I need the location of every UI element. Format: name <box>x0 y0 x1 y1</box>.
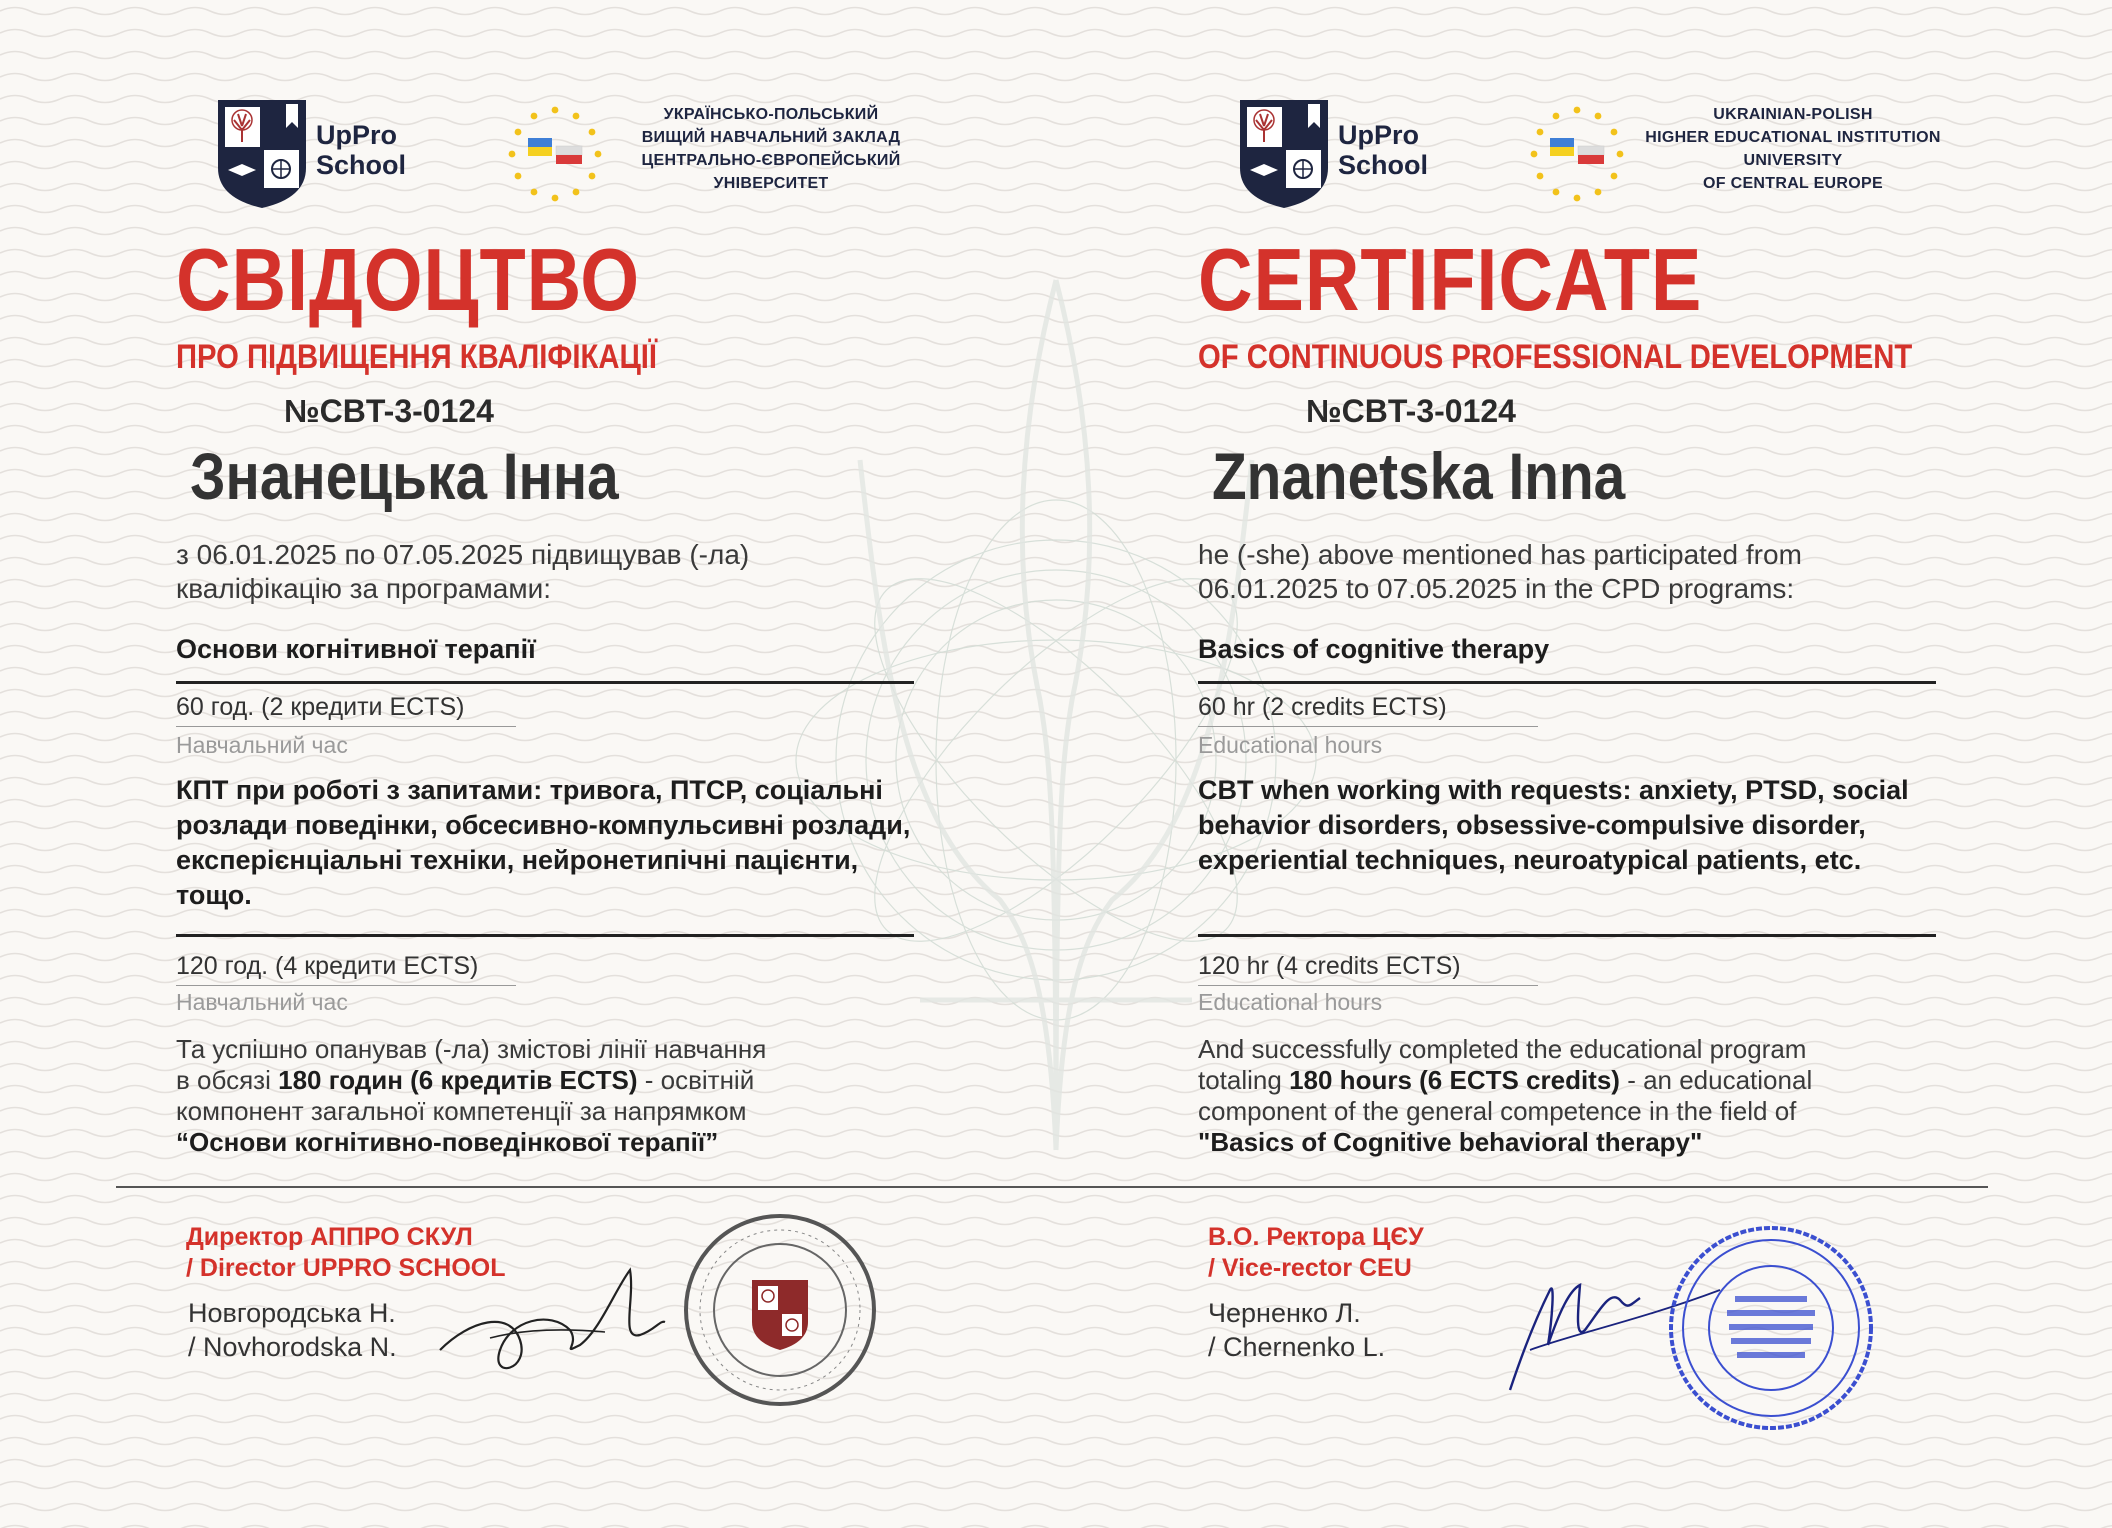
signatory-name-right: Черненко Л. / Chernenko L. <box>1208 1298 1386 1362</box>
ukrainian-side <box>176 0 976 1180</box>
brand-name: UpPro School <box>316 120 407 180</box>
program-2-hours-rule <box>1198 985 1538 986</box>
header-logos <box>1238 98 1998 218</box>
uppro-school-stamp-icon <box>680 1210 880 1410</box>
certificate-title: CERTIFICATE <box>1198 230 1703 329</box>
brand-name: UpPro School <box>1338 120 1429 180</box>
program-2-title: CBT when working with requests: anxiety, PTSD, social behavior disorders, obsessive-compulsive disorder, experiential techniques, neuroatypical patients, etc. <box>1198 775 1909 875</box>
certificate-subtitle: ПРО ПІДВИЩЕННЯ КВАЛІФІКАЦІЇ <box>176 338 657 376</box>
program-1-rule <box>176 681 914 684</box>
program-2-rule <box>1198 934 1936 937</box>
signatory-role-right: В.О. Ректора ЦЄУ / Vice-rector CEU <box>1208 1223 1424 1282</box>
signature-divider <box>116 1186 1988 1188</box>
university-name: UKRAINIAN-POLISH HIGHER EDUCATIONAL INSTITUTION UNIVERSITY OF CENTRAL EUROPE <box>1645 106 1941 192</box>
program-2-hours-label: Educational hours <box>1198 989 1383 1015</box>
program-2-rule <box>176 934 914 937</box>
certificate-title: СВІДОЦТВО <box>176 230 641 329</box>
certificate-number: №CBT-3-0124 <box>284 393 494 429</box>
intro-text: з 06.01.2025 по 07.05.2025 підвищував (-ла) кваліфікацію за програмами: <box>176 539 750 604</box>
eu-stars-flag-icon <box>504 102 606 206</box>
program-2-hours: 120 hr (4 credits ECTS) <box>1198 952 1461 980</box>
program-2-hours-label: Навчальний час <box>176 989 348 1015</box>
intro-text: he (-she) above mentioned has participated from 06.01.2025 to 07.05.2025 in the CPD programs: <box>1198 539 1802 604</box>
completion-summary: And successfully completed the educational program totaling 180 hours (6 ECTS credits) - an educational component of the general competence in the field of "Basics of Cognitive behavioral therapy" <box>1198 1034 1813 1157</box>
program-1-title: Basics of cognitive therapy <box>1198 634 1550 664</box>
program-1-hours: 60 hr (2 credits ECTS) <box>1198 693 1447 721</box>
header-logos <box>216 98 976 218</box>
program-1-hours-label: Educational hours <box>1198 732 1383 758</box>
uppro-shield-logo-icon <box>1238 98 1330 210</box>
ceu-university-stamp-icon <box>1665 1222 1877 1434</box>
eu-stars-flag-icon <box>1526 102 1628 206</box>
signatory-role-left: Директор АППРО СКУЛ / Director UPPRO SCHOOL <box>186 1223 506 1282</box>
program-1-rule <box>1198 681 1936 684</box>
university-name: УКРАЇНСЬКО-ПОЛЬСЬКИЙ ВИЩИЙ НАВЧАЛЬНИЙ ЗАКЛАД ЦЕНТРАЛЬНО-ЄВРОПЕЙСЬКИЙ УНІВЕРСИТЕТ <box>641 106 901 192</box>
handwritten-signature-left <box>430 1250 670 1390</box>
program-1-hours-label: Навчальний час <box>176 732 348 758</box>
certificate-number: №CBT-3-0124 <box>1306 393 1516 429</box>
recipient-name: Znanetska Inna <box>1212 439 1626 513</box>
program-1-hours: 60 год. (2 кредити ECTS) <box>176 693 465 721</box>
english-side <box>1198 0 1998 1180</box>
program-1-title: Основи когнітивної терапії <box>176 634 536 664</box>
completion-summary: Та успішно опанував (-ла) змістові лінії навчання в обсязі 180 годин (6 кредитів ECTS) - освітній компонент загальної компетенції за напрямком “Основи когнітивно-поведінкової терапії” <box>176 1034 767 1157</box>
uppro-shield-logo-icon <box>216 98 308 210</box>
program-2-hours-rule <box>176 985 516 986</box>
program-1-hours-rule <box>176 726 516 727</box>
certificate-subtitle: OF CONTINUOUS PROFESSIONAL DEVELOPMENT <box>1198 338 1913 376</box>
program-1-hours-rule <box>1198 726 1538 727</box>
program-2-title: КПТ при роботі з запитами: тривога, ПТСР, соціальні розлади поведінки, обсесивно-компульсивні розлади, експерієнціальні техніки, нейронетипічні пацієнти, тощо. <box>176 775 911 910</box>
program-2-hours: 120 год. (4 кредити ECTS) <box>176 952 479 980</box>
recipient-name: Знанецька Інна <box>190 439 619 513</box>
signatory-name-left: Новгородська Н. / Novhorodska N. <box>188 1298 397 1362</box>
